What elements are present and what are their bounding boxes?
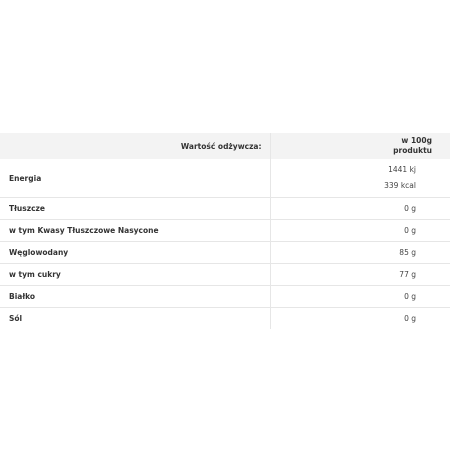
table-row-bialko xyxy=(0,286,450,308)
table-row-tluszcze xyxy=(0,198,450,220)
nutrient-value: 0 g xyxy=(270,220,450,242)
table-row-sol xyxy=(0,308,450,330)
table-row-energia xyxy=(0,159,450,198)
nutrient-value: 0 g xyxy=(270,198,450,220)
nutrient-name: w tym cukry xyxy=(0,264,270,286)
table-row-kwasy-nasycone xyxy=(0,220,450,242)
nutrient-value: 85 g xyxy=(270,242,450,264)
nutrient-name: Białko xyxy=(0,286,270,308)
nutrient-name: w tym Kwasy Tłuszczowe Nasycone xyxy=(0,220,270,242)
table-row-cukry xyxy=(0,264,450,286)
table-header-row xyxy=(0,133,450,159)
nutrient-value: 0 g xyxy=(404,314,416,323)
nutrient-value: 0 g xyxy=(270,286,450,308)
nutrition-header-label: Wartość odżywcza: xyxy=(0,133,270,159)
nutrient-value: 77 g xyxy=(270,264,450,286)
nutrient-value xyxy=(270,159,450,198)
nutrient-name: Sól xyxy=(0,308,270,330)
nutrient-name: Tłuszcze xyxy=(0,198,270,220)
nutrient-value-kcal: 339 kcal xyxy=(384,181,416,190)
nutrient-name: Węglowodany xyxy=(0,242,270,264)
per-100g-header xyxy=(270,133,450,159)
nutrient-value-kj: 1441 kj xyxy=(388,165,416,174)
nutrition-table xyxy=(0,133,450,329)
nutrient-name: Energia xyxy=(0,159,270,198)
table-row-weglowodany xyxy=(0,242,450,264)
per-100g-header-line2: produktu xyxy=(393,146,432,155)
per-100g-header-line1: w 100g xyxy=(401,136,432,145)
